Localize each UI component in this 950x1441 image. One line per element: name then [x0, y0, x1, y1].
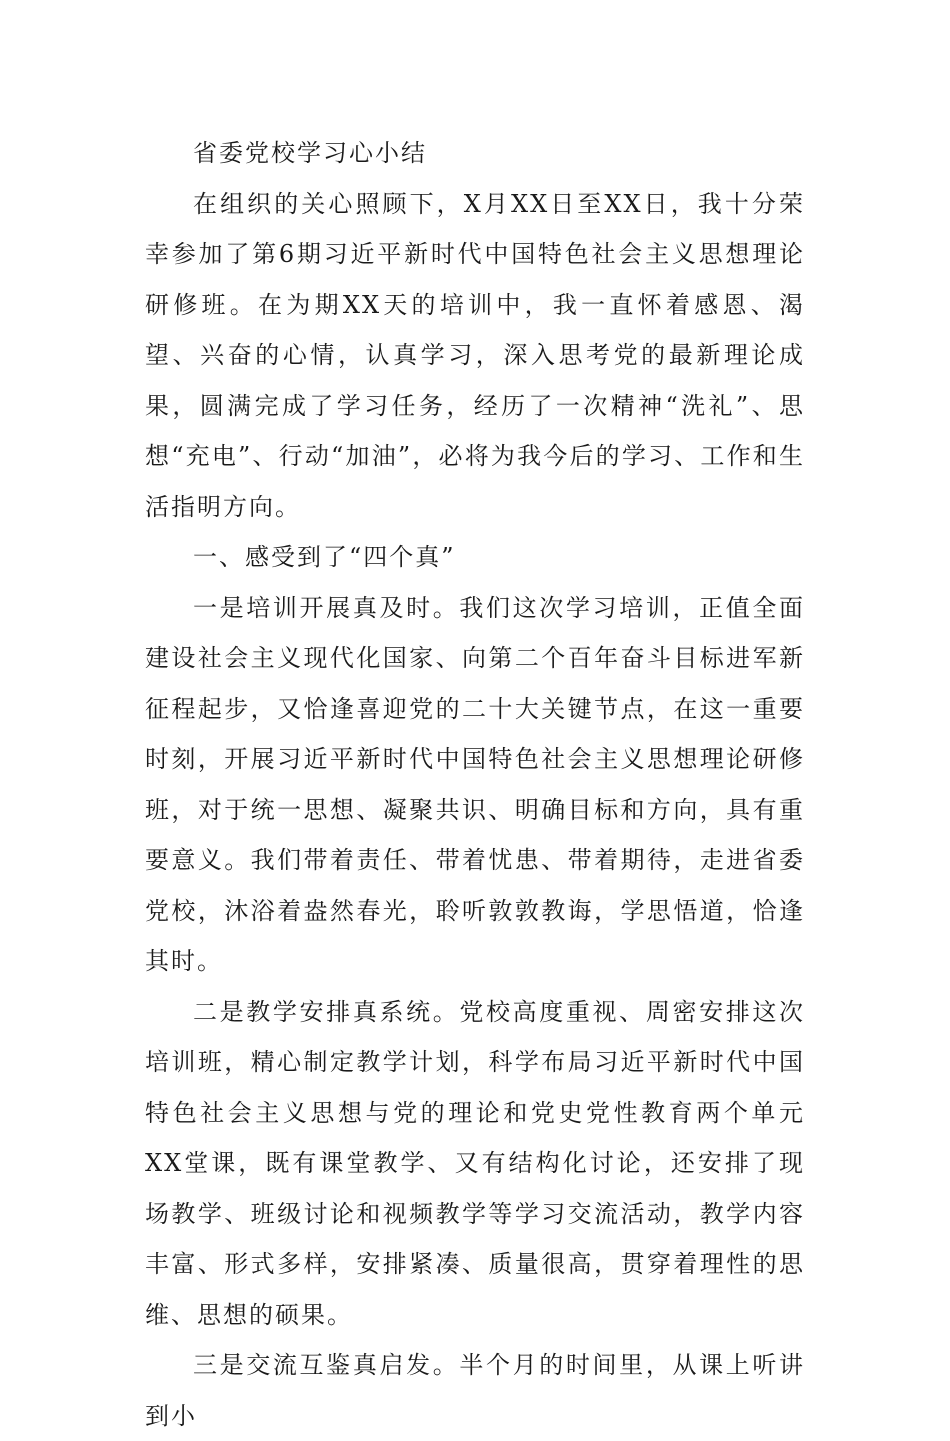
document-body	[145, 128, 805, 1441]
intro-paragraph: 在组织的关心照顾下，X月XX日至XX日，我十分荣幸参加了第6期习近平新时代中国特色社会主义思想理论研修班。在为期XX天的培训中，我一直怀着感恩、渴望、兴奋的心情，认真学习，深入思考党的最新理论成果，圆满完成了学习任务，经历了一次精神“洗礼”、思想“充电”、行动“加油”，必将为我今后的学习、工作和生活指明方向。	[145, 189, 805, 521]
item-paragraph-3: 三是交流互鉴真启发。半个月的时间里，从课上听讲到小	[145, 1351, 805, 1430]
item-paragraph-1: 一是培训开展真及时。我们这次学习培训，正值全面建设社会主义现代化国家、向第二个百年奋斗目标进军新征程起步，又恰逢喜迎党的二十大关键节点，在这一重要时刻，开展习近平新时代中国特色社会主义思想理论研修班，对于统一思想、凝聚共识、明确目标和方向，具有重要意义。我们带着责任、带着忧患、带着期待，走进省委党校，沐浴着盎然春光，聆听敦敦教诲，学思悟道，恰逢其时。	[145, 593, 805, 975]
item-paragraph-2: 二是教学安排真系统。党校高度重视、周密安排这次培训班，精心制定教学计划，科学布局习近平新时代中国特色社会主义思想与党的理论和党史党性教育两个单元XX堂课，既有课堂教学、又有结构化讨论，还安排了现场教学、班级讨论和视频教学等学习交流活动，教学内容丰富、形式多样，安排紧凑、质量很高，贯穿着理性的思维、思想的硕果。	[145, 997, 805, 1329]
section-heading: 一、感受到了“四个真”	[193, 543, 456, 571]
document-title: 省委党校学习心小结	[193, 139, 427, 167]
